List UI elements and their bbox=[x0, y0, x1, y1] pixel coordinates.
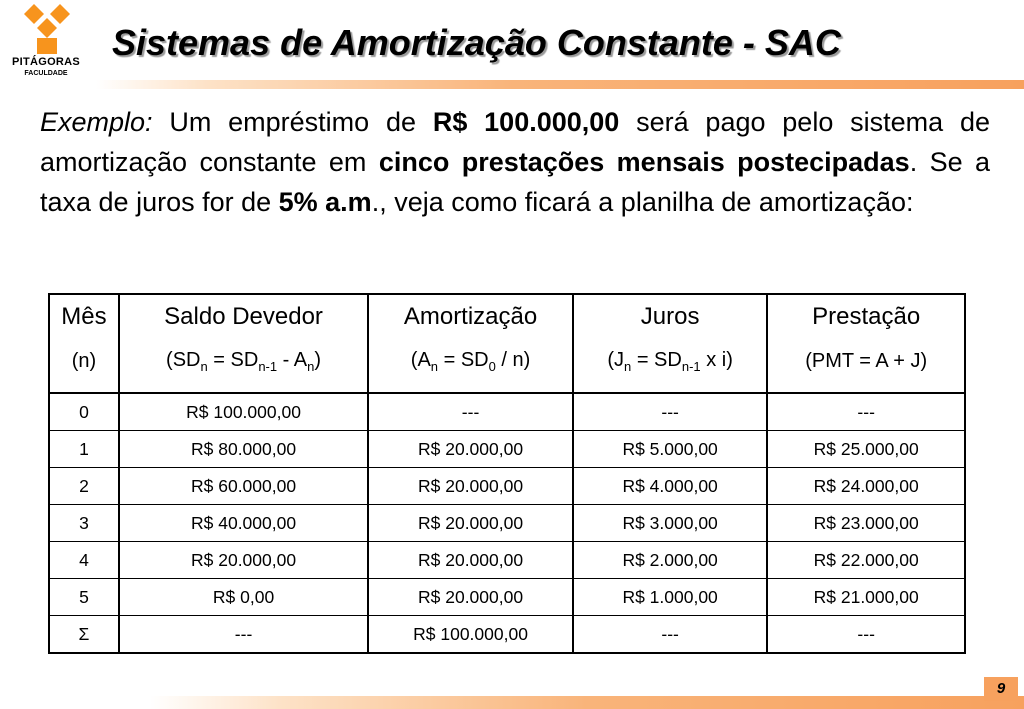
table-row bbox=[49, 579, 965, 616]
logo-diamond-icon bbox=[20, 4, 74, 58]
formula-juros: ($J_n = SD_{n-1}$ x i) bbox=[573, 339, 767, 393]
header-juros: Juros bbox=[573, 294, 767, 339]
cell-juros: R$ 1.000,00 bbox=[573, 579, 767, 616]
formula-prestacao: (PMT = A + J) bbox=[767, 339, 965, 393]
table-total-row bbox=[49, 616, 965, 654]
cell-mes: 5 bbox=[49, 579, 119, 616]
cell-prestacao: --- bbox=[767, 616, 965, 654]
table-row bbox=[49, 542, 965, 579]
paragraph-text-4: ., veja como ficará a planilha de amortização: bbox=[371, 187, 914, 217]
table-header-row bbox=[49, 294, 965, 339]
cell-saldo: R$ 20.000,00 bbox=[119, 542, 368, 579]
cell-juros: R$ 3.000,00 bbox=[573, 505, 767, 542]
cell-prestacao: R$ 21.000,00 bbox=[767, 579, 965, 616]
cell-prestacao: R$ 23.000,00 bbox=[767, 505, 965, 542]
table-row bbox=[49, 431, 965, 468]
footer-bar bbox=[150, 696, 1024, 709]
sigma-icon: Σ bbox=[49, 616, 119, 654]
slide-title: Sistemas de Amortização Constante - SAC bbox=[112, 22, 841, 63]
cell-mes: 1 bbox=[49, 431, 119, 468]
cell-saldo: R$ 60.000,00 bbox=[119, 468, 368, 505]
cell-juros: --- bbox=[573, 616, 767, 654]
paragraph-text-1: Um empréstimo de bbox=[152, 107, 433, 137]
table-formula-row bbox=[49, 339, 965, 393]
table-row bbox=[49, 468, 965, 505]
cell-juros: R$ 5.000,00 bbox=[573, 431, 767, 468]
cell-prestacao: R$ 25.000,00 bbox=[767, 431, 965, 468]
logo-name: PITÁGORAS bbox=[11, 56, 81, 68]
cell-amortizacao: R$ 20.000,00 bbox=[368, 505, 573, 542]
cell-prestacao: R$ 22.000,00 bbox=[767, 542, 965, 579]
example-paragraph bbox=[40, 102, 990, 222]
cell-saldo: R$ 100.000,00 bbox=[119, 393, 368, 431]
cell-juros: --- bbox=[573, 393, 767, 431]
example-label: Exemplo: bbox=[40, 107, 153, 137]
cell-amortizacao: R$ 20.000,00 bbox=[368, 468, 573, 505]
title-underline-bar bbox=[96, 80, 1024, 89]
cell-amortizacao: R$ 20.000,00 bbox=[368, 579, 573, 616]
cell-amortizacao: --- bbox=[368, 393, 573, 431]
cell-saldo: R$ 40.000,00 bbox=[119, 505, 368, 542]
formula-n: (n) bbox=[49, 339, 119, 393]
cell-juros: R$ 4.000,00 bbox=[573, 468, 767, 505]
cell-juros: R$ 2.000,00 bbox=[573, 542, 767, 579]
header-mes: Mês bbox=[61, 303, 107, 330]
cell-mes: 0 bbox=[49, 393, 119, 431]
header-amortizacao: Amortização bbox=[368, 294, 573, 339]
faculty-logo bbox=[6, 4, 94, 84]
table-row bbox=[49, 393, 965, 431]
cell-saldo: R$ 0,00 bbox=[119, 579, 368, 616]
page-number: 9 bbox=[984, 677, 1018, 701]
amortization-table bbox=[48, 293, 966, 654]
interest-rate: 5% a.m bbox=[278, 187, 372, 217]
loan-amount: R$ 100.000,00 bbox=[432, 107, 620, 137]
formula-amortizacao: $(A_n = SD_0 / n)$ bbox=[368, 339, 573, 393]
cell-amortizacao: R$ 100.000,00 bbox=[368, 616, 573, 654]
paragraph-text-3: . Se a taxa de juros for de bbox=[40, 147, 990, 217]
logo-subtitle: FACULDADE bbox=[24, 70, 68, 77]
cell-amortizacao: R$ 20.000,00 bbox=[368, 431, 573, 468]
header-prestacao: Prestação bbox=[767, 294, 965, 339]
cell-mes: 3 bbox=[49, 505, 119, 542]
header-saldo-devedor: Saldo Devedor bbox=[119, 294, 368, 339]
cell-saldo: R$ 80.000,00 bbox=[119, 431, 368, 468]
paragraph-text-2: será pago pelo sistema de amortização constante em bbox=[40, 107, 990, 177]
installments-description: cinco prestações mensais postecipadas bbox=[378, 147, 910, 177]
table-row bbox=[49, 505, 965, 542]
cell-prestacao: --- bbox=[767, 393, 965, 431]
cell-amortizacao: R$ 20.000,00 bbox=[368, 542, 573, 579]
cell-prestacao: R$ 24.000,00 bbox=[767, 468, 965, 505]
cell-saldo: --- bbox=[119, 616, 368, 654]
cell-mes: 2 bbox=[49, 468, 119, 505]
formula-saldo-devedor: $(SD_n = SD_{n-1} - A_n)$ bbox=[119, 339, 368, 393]
cell-mes: 4 bbox=[49, 542, 119, 579]
